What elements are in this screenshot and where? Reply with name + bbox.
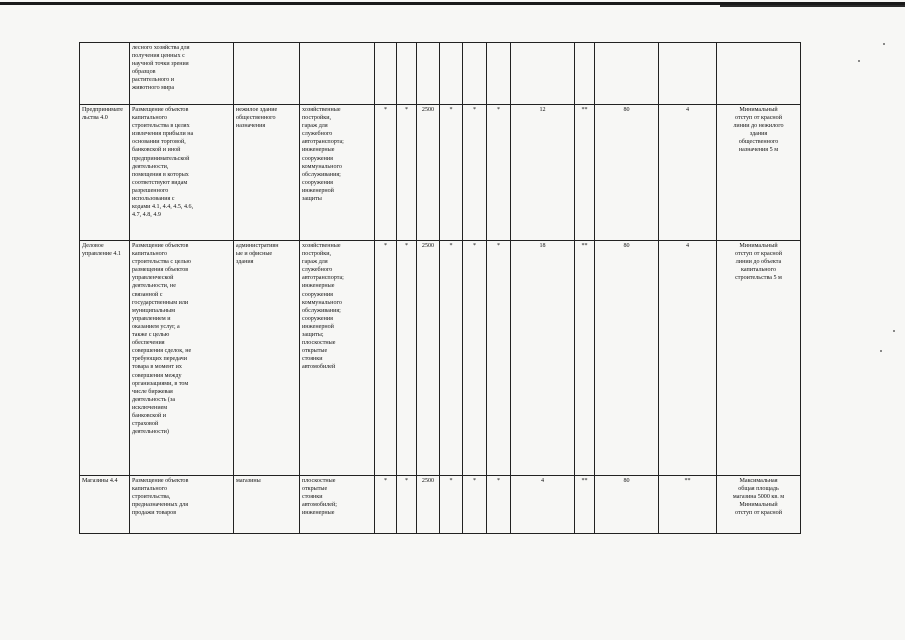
cell-param: [575, 43, 595, 105]
cell-param: *: [487, 241, 511, 476]
cell-param: **: [575, 105, 595, 241]
cell-param: 80: [595, 476, 659, 534]
cell-code: [80, 43, 130, 105]
scan-speck: [858, 60, 860, 62]
cell-note: [717, 43, 801, 105]
cell-param: [595, 43, 659, 105]
cell-param: 80: [595, 105, 659, 241]
cell-param: *: [463, 476, 487, 534]
cell-note: Максимальная общая площадь магазина 5000 кв. м Минимальный отступ от красной: [717, 476, 801, 534]
cell-param: **: [575, 476, 595, 534]
cell-param: [511, 43, 575, 105]
cell-aux-use: плоскостные открытые стоянки автомобилей; инженерные: [300, 476, 375, 534]
cell-param: 2500: [417, 241, 440, 476]
cell-param: [375, 43, 397, 105]
cell-aux-use: хозяйственные постройки, гараж для служебного автотранспорта; инженерные сооружения коммунального обслуживания; сооружения инженерной защиты: [300, 105, 375, 241]
table-row: [80, 105, 801, 241]
cell-param: [487, 43, 511, 105]
cell-param: *: [375, 241, 397, 476]
cell-code: Магазины 4.4: [80, 476, 130, 534]
cell-param: 4: [511, 476, 575, 534]
cell-param: [659, 43, 717, 105]
cell-aux-use: [300, 43, 375, 105]
cell-note: Минимальный отступ от красной линии до объекта капитального строительства 5 м: [717, 241, 801, 476]
cell-param: [463, 43, 487, 105]
cell-param: *: [440, 105, 463, 241]
cell-param: 2500: [417, 105, 440, 241]
cell-param: 2500: [417, 476, 440, 534]
cell-param: *: [375, 476, 397, 534]
cell-description: Размещение объектов капитального строительства с целью размещения объектов управленческой деятельности, не связанной с государственным или муниципальным управлением и оказанием услуг, а также с целью обеспечения совершения сделок, не требующих передачи товара в момент их совершения между организациями, в том числе биржевая деятельность (за исключением банковской и страховой деятельности): [130, 241, 234, 476]
cell-aux-use: хозяйственные постройки, гараж для служебного автотранспорта; инженерные сооружения коммунального обслуживания; сооружения инженерной защиты; плоскостные открытые стоянки автомобилей: [300, 241, 375, 476]
cell-param: 4: [659, 105, 717, 241]
table-row: [80, 476, 801, 534]
cell-main-use: [234, 43, 300, 105]
zoning-regulations-table: [79, 42, 801, 534]
cell-main-use: нежилое здание общественного назначения: [234, 105, 300, 241]
scan-speck: [880, 350, 882, 352]
cell-description: лесного хозяйства для получения ценных с научной точки зрения образцов растительного и животного мира: [130, 43, 234, 105]
cell-param: *: [463, 241, 487, 476]
cell-note: Минимальный отступ от красной линии до нежилого здания общественного назначения 5 м: [717, 105, 801, 241]
cell-description: Размещение объектов капитального строительства, предназначенных для продажи товаров: [130, 476, 234, 534]
cell-param: *: [397, 105, 417, 241]
cell-param: 80: [595, 241, 659, 476]
cell-param: 4: [659, 241, 717, 476]
table-row: [80, 43, 801, 105]
cell-param: **: [575, 241, 595, 476]
cell-code: Предпринимате льства 4.0: [80, 105, 130, 241]
cell-param: *: [487, 476, 511, 534]
cell-param: *: [487, 105, 511, 241]
cell-param: *: [440, 241, 463, 476]
cell-param: [440, 43, 463, 105]
scan-speck: [893, 330, 895, 332]
table-row: [80, 241, 801, 476]
top-border-line-right: [720, 5, 905, 7]
cell-param: 12: [511, 105, 575, 241]
cell-param: 18: [511, 241, 575, 476]
cell-param: *: [397, 476, 417, 534]
cell-code: Деловое управление 4.1: [80, 241, 130, 476]
cell-main-use: административн ые и офисные здания: [234, 241, 300, 476]
cell-description: Размещение объектов капитального строительства в целях извлечения прибыли на основании торговой, банковской и иной предпринимательской деятельности, помещения в которых соответствуют видам разрешенного использования с кодами 4.1, 4.4, 4.5, 4.6, 4.7, 4.8, 4.9: [130, 105, 234, 241]
cell-param: [397, 43, 417, 105]
cell-param: *: [440, 476, 463, 534]
cell-param: *: [375, 105, 397, 241]
cell-param: [417, 43, 440, 105]
cell-param: *: [463, 105, 487, 241]
cell-main-use: магазины: [234, 476, 300, 534]
cell-param: **: [659, 476, 717, 534]
cell-param: *: [397, 241, 417, 476]
scan-speck: [883, 43, 885, 45]
